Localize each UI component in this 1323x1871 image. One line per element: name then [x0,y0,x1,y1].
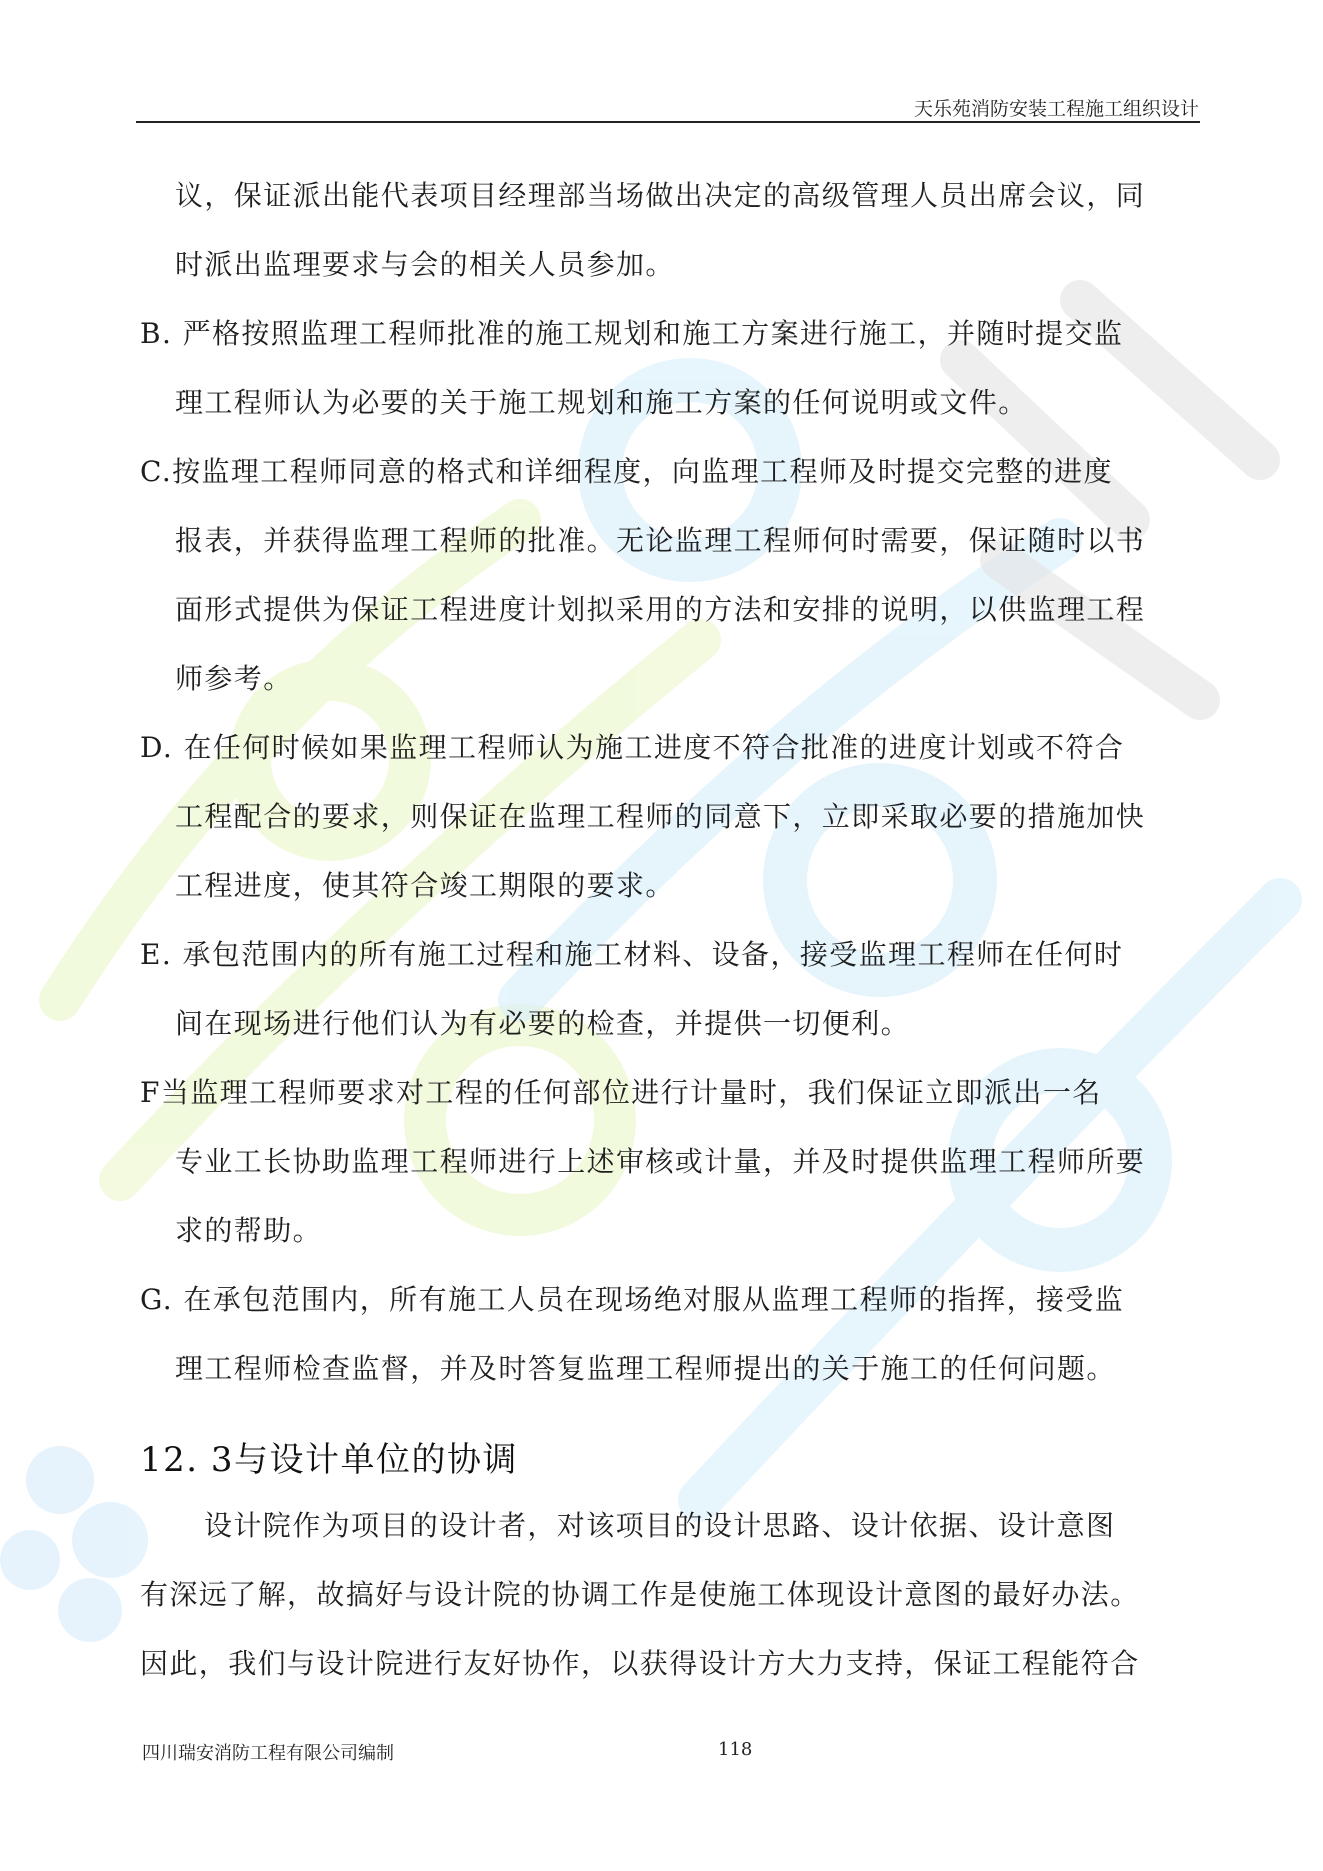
text-line: G. 在承包范围内，所有施工人员在现场绝对服从监理工程师的指挥，接受监 [140,1283,1125,1316]
text-line: 理工程师认为必要的关于施工规划和施工方案的任何说明或文件。 [175,386,1028,419]
section-heading: 12. 3与设计单位的协调 [140,1440,519,1480]
text-line: E. 承包范围内的所有施工过程和施工材料、设备，接受监理工程师在任何时 [140,938,1124,971]
text-line: 求的帮助。 [175,1214,323,1247]
footer-company: 四川瑞安消防工程有限公司编制 [142,1743,394,1764]
text-line: 时派出监理要求与会的相关人员参加。 [175,248,675,281]
text-line: B. 严格按照监理工程师批准的施工规划和施工方案进行施工，并随时提交监 [140,317,1124,350]
page-number: 118 [718,1739,753,1760]
text-line: 有深远了解，故搞好与设计院的协调工作是使施工体现设计意图的最好办法。 [140,1578,1140,1611]
text-line: D. 在任何时候如果监理工程师认为施工进度不符合批准的进度计划或不符合 [140,731,1125,764]
text-line: 师参考。 [175,662,293,695]
text-line: 设计院作为项目的设计者，对该项目的设计思路、设计依据、设计意图 [204,1509,1116,1542]
text-line: 工程配合的要求，则保证在监理工程师的同意下，立即采取必要的措施加快 [175,800,1146,833]
text-line: 报表，并获得监理工程师的批准。无论监理工程师何时需要，保证随时以书 [175,524,1146,557]
text-line: 面形式提供为保证工程进度计划拟采用的方法和安排的说明，以供监理工程 [175,593,1146,626]
text-line: 理工程师检查监督，并及时答复监理工程师提出的关于施工的任何问题。 [175,1352,1116,1385]
text-line: F当监理工程师要求对工程的任何部位进行计量时，我们保证立即派出一名 [140,1076,1102,1109]
text-line: C.按监理工程师同意的格式和详细程度，向监理工程师及时提交完整的进度 [140,455,1113,488]
text-line: 工程进度，使其符合竣工期限的要求。 [175,869,675,902]
text-line: 专业工长协助监理工程师进行上述审核或计量，并及时提供监理工程师所要 [175,1145,1146,1178]
text-line: 间在现场进行他们认为有必要的检查，并提供一切便利。 [175,1007,911,1040]
header-rule [136,121,1200,123]
text-line: 议，保证派出能代表项目经理部当场做出决定的高级管理人员出席会议，同 [175,179,1146,212]
text-line: 因此，我们与设计院进行友好协作，以获得设计方大力支持，保证工程能符合 [140,1647,1140,1680]
header-title: 天乐苑消防安装工程施工组织设计 [913,98,1199,120]
